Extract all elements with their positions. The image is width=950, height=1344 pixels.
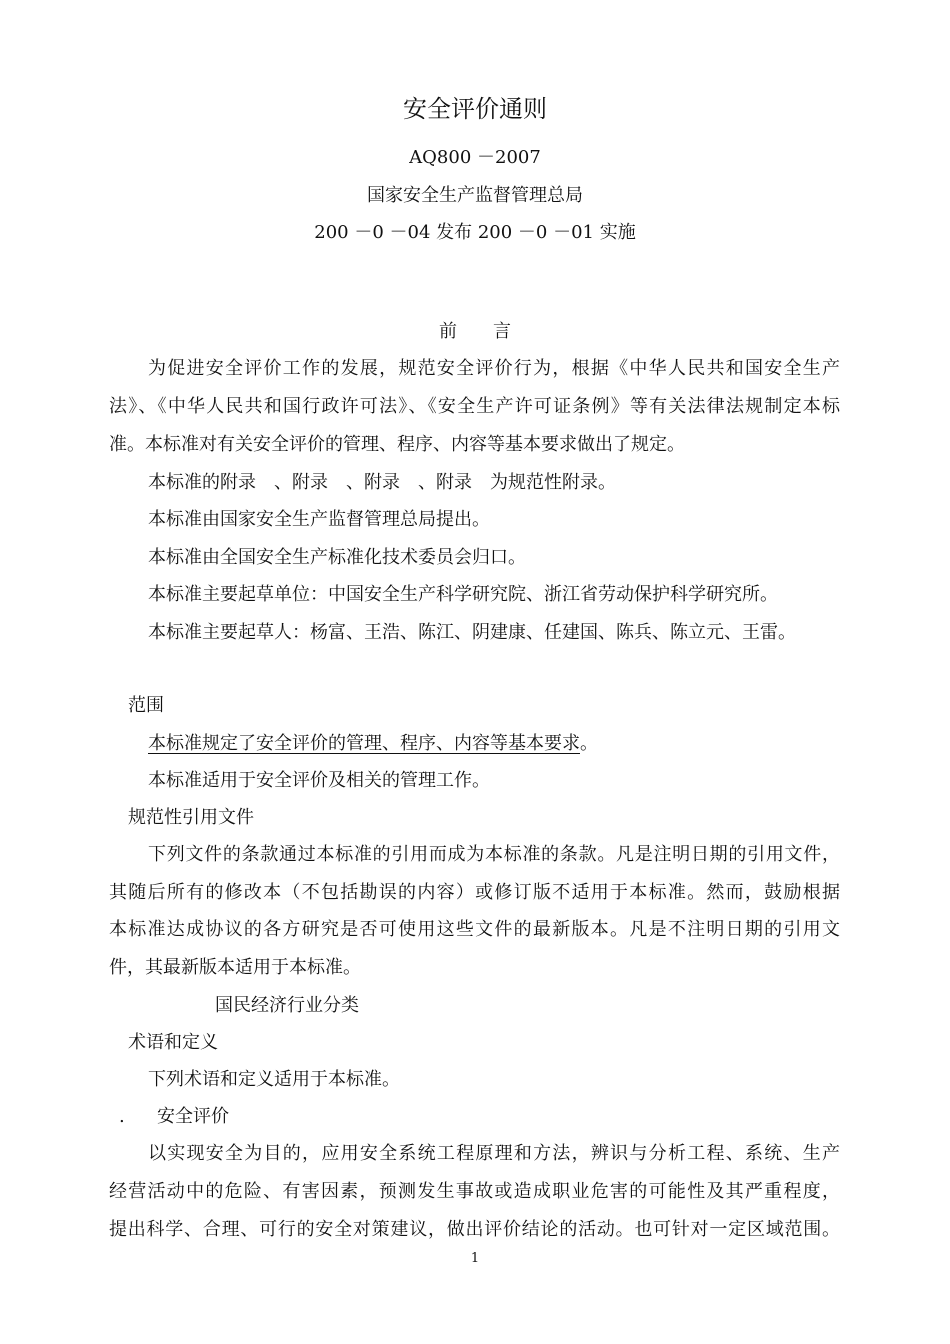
references-heading: 规范性引用文件 [128,807,254,828]
foreword-p6: 本标准主要起草人：杨富、王浩、陈江、阴建康、任建国、陈兵、陈立元、王雷。 [148,622,796,643]
term-def-line3: 提出科学、合理、可行的安全对策建议，做出评价结论的活动。也可针对一定区域范围。 [109,1219,840,1240]
foreword-p5: 本标准主要起草单位：中国安全生产科学研究院、浙江省劳动保护科学研究所。 [148,584,778,605]
foreword-p1-line3: 准。本标准对有关安全评价的管理、程序、内容等基本要求做出了规定。 [109,434,685,455]
foreword-p4: 本标准由全国安全生产标准化技术委员会归口。 [148,547,526,568]
scope-p1-end: 。 [580,733,598,754]
scope-heading: 范围 [128,695,164,716]
references-p1-line4: 件，其最新版本适用于本标准。 [109,957,361,978]
references-p1-line3: 本标准达成协议的各方研究是否可使用这些文件的最新版本。凡是不注明日期的引用文 [109,919,840,940]
foreword-p3: 本标准由国家安全生产监督管理总局提出。 [148,509,490,530]
scope-p2: 本标准适用于安全评价及相关的管理工作。 [148,770,490,791]
reference-item: 国民经济行业分类 [215,995,359,1016]
term-number: . [119,1106,125,1127]
issue-dates: 200 －0 －04 发布 200 －0 －01 实施 [314,222,636,243]
foreword-p2: 本标准的附录 、附录 、附录 、附录 为规范性附录。 [148,472,616,493]
page-number: 1 [470,1251,480,1266]
standard-code: AQ800 －2007 [409,147,541,168]
references-p1-line2: 其随后所有的修改本（不包括勘误的内容）或修订版不适用于本标准。然而，鼓励根据 [109,882,840,903]
references-p1-line1: 下列文件的条款通过本标准的引用而成为本标准的条款。凡是注明日期的引用文件， [148,844,840,865]
foreword-p1-line1: 为促进安全评价工作的发展，规范安全评价行为，根据《中华人民共和国安全生产 [148,358,840,379]
issuing-authority: 国家安全生产监督管理总局 [367,185,583,206]
term-def-line2: 经营活动中的危险、有害因素，预测发生事故或造成职业危害的可能性及其严重程度， [109,1181,840,1202]
terms-intro: 下列术语和定义适用于本标准。 [148,1069,400,1090]
terms-heading: 术语和定义 [128,1032,218,1053]
scope-p1 [148,732,598,756]
scope-p1-underlined: 本标准规定了安全评价的管理、程序、内容等基本要求 [148,733,580,754]
term-heading: 安全评价 [157,1106,229,1127]
foreword-p1-line2: 法》、《中华人民共和国行政许可法》、《安全生产许可证条例》等有关法律法规制定本标 [109,396,840,417]
document-title: 安全评价通则 [403,95,547,123]
foreword-heading: 前 言 [439,321,511,342]
term-def-line1: 以实现安全为目的，应用安全系统工程原理和方法，辨识与分析工程、系统、生产 [148,1143,840,1164]
